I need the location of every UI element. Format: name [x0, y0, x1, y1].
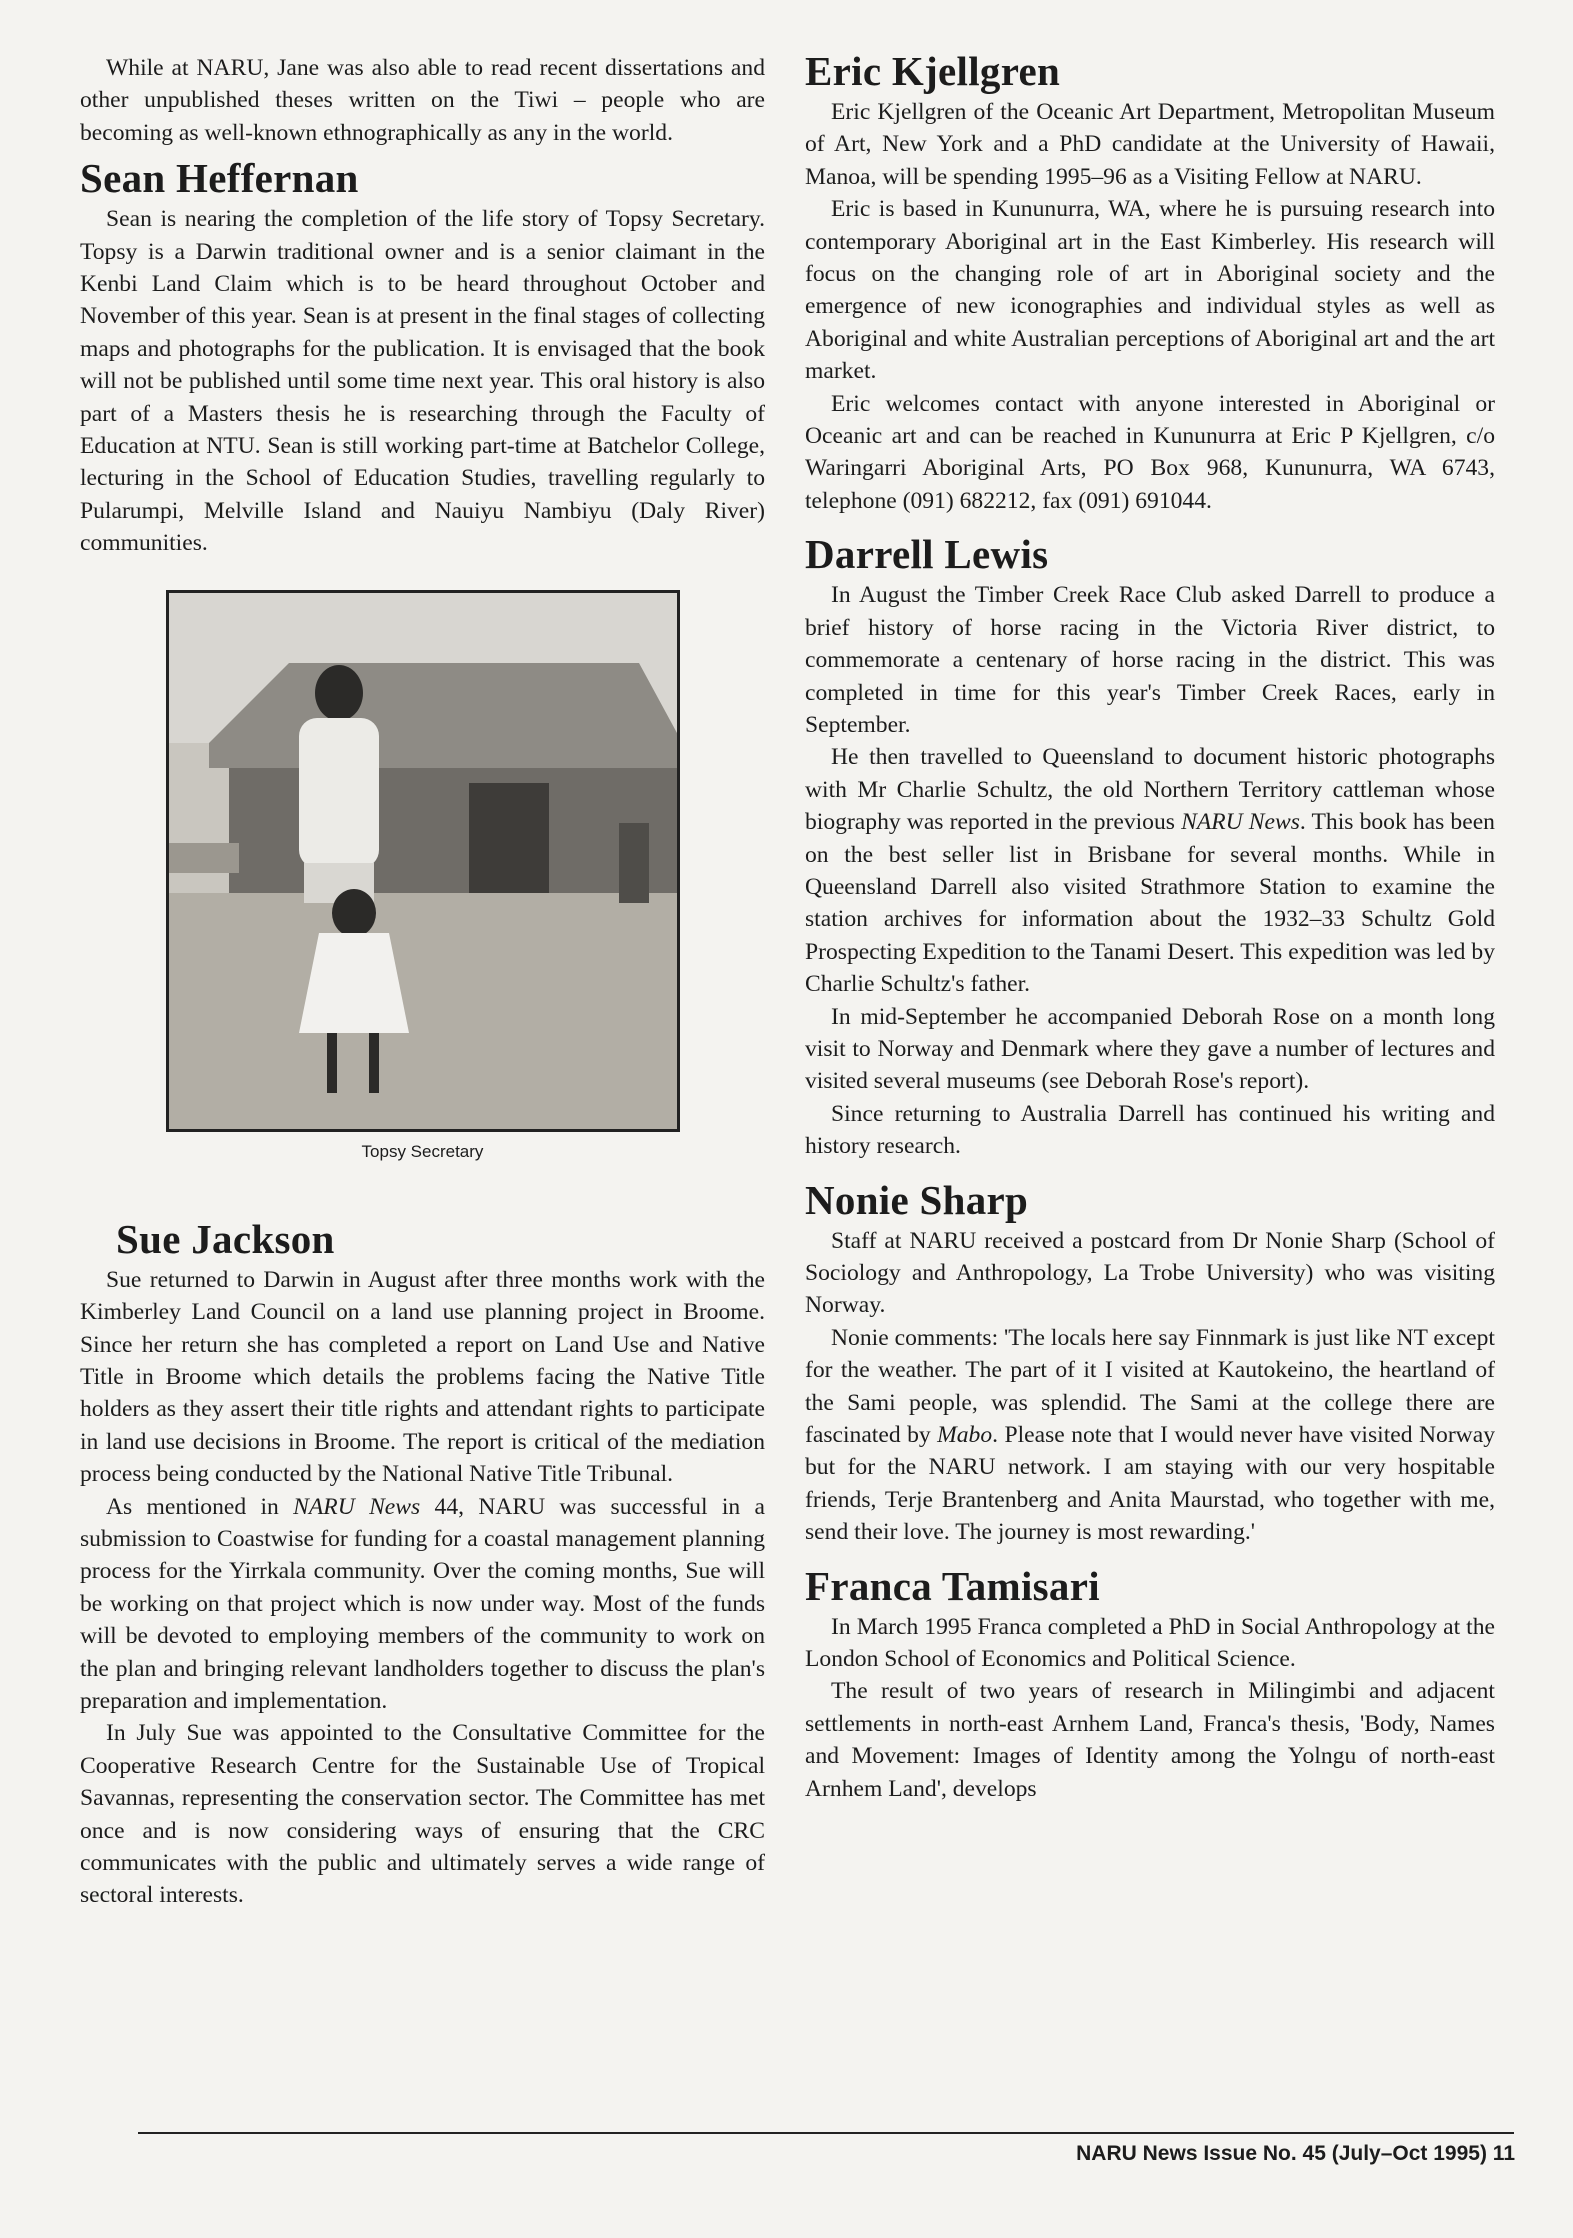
darrell-paragraph-1: In August the Timber Creek Race Club asked Darrell to produce a brief history of horse racing in the Victoria River district, to commemorate a centenary of horse racing in the district. This was completed in time for this year's Timber Creek Races, early in September.: [805, 582, 1495, 738]
heading-sean-heffernan: Sean Heffernan: [80, 155, 359, 202]
heading-darrell-lewis: Darrell Lewis: [805, 531, 1049, 578]
darrell-p2-post: . This book has been on the best seller list in Brisbane for several months. While in Queensland Darrell also visited Strathmore Station to examine the station archives for information about the 1932–33 Schultz Gold Prospecting Expedition to the Tanami Desert. This expedition was led by Charlie Schultz's father.: [805, 809, 1495, 998]
eric-paragraph-2: Eric is based in Kununurra, WA, where he is pursuing research into contemporary Aboriginal art in the East Kimberley. His research will focus on the changing role of art in Aboriginal society and the emergence of new iconographies and individual styles as well as Aboriginal and white Australian perceptions of Aboriginal art and the art market.: [805, 196, 1495, 385]
franca-paragraph-1: In March 1995 Franca completed a PhD in Social Anthropology at the London School of Economics and Political Science.: [805, 1613, 1495, 1673]
sue-paragraph-1: Sue returned to Darwin in August after three months work with the Kimberley Land Council on a land use planning project in Broome. Since her return she has completed a report on Land Use and Native Title in Broome which details the problems facing the Native Title holders as they assert their title rights and attendant rights to participate in land use decisions in Broome. The report is critical of the mediation process being conducted by the National Native Title Tribunal.: [80, 1266, 765, 1488]
heading-eric-kjellgren: Eric Kjellgren: [805, 48, 1061, 94]
sue-p2-italic: NARU News: [293, 1493, 421, 1520]
darrell-paragraph-4: Since returning to Australia Darrell has continued his writing and history research.: [805, 1100, 1495, 1160]
sue-p2-post: 44, NARU was successful in a submission to Coastwise for funding for a coastal management planning process for the Yirrkala community. Over the coming months, Sue will be working on that project which is now under way. Most of the funds will be devoted to employing members of the community to work on the plan and bringing relevant landholders together to discuss the plan's preparation and implementation.: [80, 1493, 765, 1714]
darrell-p2-italic: NARU News: [1181, 809, 1300, 836]
eric-paragraph-1: Eric Kjellgren of the Oceanic Art Department, Metropolitan Museum of Art, New York and a PhD candidate at the University of Hawaii, Manoa, will be spending 1995–96 as a Visiting Fellow at NARU.: [805, 99, 1495, 190]
nonie-p2-pre: Nonie comments: 'The locals here say Finnmark is just like NT except for the weather. The part of it I visited at Kautokeino, the heartland of the Sami people, was splendid. The Sami at the college there are fascinated by: [805, 1324, 1495, 1449]
darrell-p2-pre: He then travelled to Queensland to document historic photographs with Mr Charlie Schultz, the old Northern Territory cattleman whose biography was reported in the previous: [805, 744, 1495, 836]
heading-franca-tamisari: Franca Tamisari: [805, 1562, 1100, 1609]
darrell-paragraph-3: In mid-September he accompanied Deborah Rose on a month long visit to Norway and Denmark where they gave a number of lectures and visited several museums (see Deborah Rose's report).: [805, 1003, 1495, 1095]
sue-paragraph-3: In July Sue was appointed to the Consultative Committee for the Cooperative Research Centre for the Sustainable Use of Tropical Savannas, representing the conservation sector. The Committee has met once and is now considering ways of ensuring that the CRC communicates with the public and ultimately serves a wide range of sectoral interests.: [80, 1720, 765, 1909]
photo-caption: Topsy Secretary: [361, 1141, 484, 1161]
heading-nonie-sharp: Nonie Sharp: [805, 1176, 1029, 1223]
nonie-paragraph-1: Staff at NARU received a postcard from Dr Nonie Sharp (School of Sociology and Anthropology, La Trobe University) who was visiting Norway.: [805, 1227, 1495, 1319]
nonie-paragraph-2: [805, 1322, 1495, 1549]
nonie-p2-italic: Mabo: [937, 1422, 993, 1449]
photo-illustration: [169, 593, 677, 1129]
left-column: [80, 52, 765, 1912]
sue-p2-pre: As mentioned in: [106, 1493, 294, 1520]
franca-paragraph-2: The result of two years of research in Milingimbi and adjacent settlements in north-east Arnhem Land, Franca's thesis, 'Body, Names and Movement: Images of Identity among the Yolngu of north-east Arnhem Land', develops: [805, 1678, 1495, 1802]
photo-figure: [163, 590, 683, 1162]
sean-paragraph-1: Sean is nearing the completion of the life story of Topsy Secretary. Topsy is a Darwin traditional owner and is a senior claimant in the Kenbi Land Claim which is to be heard throughout October and November of this year. Sean is at present in the final stages of collecting maps and photographs for the publication. It is envisaged that the book will not be published until some time next year. This oral history is also part of a Masters thesis he is researching through the Faculty of Education at NTU. Sean is still working part-time at Batchelor College, lecturing in the School of Education Studies, travelling regularly to Pularumpi, Melville Island and Nauiyu Nambiyu (Daly River) communities.: [80, 206, 765, 557]
right-column: [805, 48, 1495, 1805]
topsy-secretary-photo: [166, 590, 680, 1132]
sue-paragraph-2: [80, 1491, 765, 1718]
intro-paragraph: While at NARU, Jane was also able to read recent dissertations and other unpublished theses written on the Tiwi – people who are becoming as well-known ethnographically as any in the world.: [80, 55, 765, 146]
heading-sue-jackson: Sue Jackson: [116, 1215, 335, 1262]
eric-paragraph-3: Eric welcomes contact with anyone interested in Aboriginal or Oceanic art and can be reached in Kununurra at Eric P Kjellgren, c/o Waringarri Aboriginal Arts, PO Box 968, Kununurra, WA 6743, telephone (091) 682212, fax (091) 691044.: [805, 390, 1495, 514]
darrell-paragraph-2: [805, 741, 1495, 1000]
footer-rule: [138, 2132, 1514, 2134]
nonie-p2-post: . Please note that I would never have visited Norway but for the NARU network. I am staying with our very hospitable friends, Terje Brantenberg and Anita Maurstad, who together with me, send their love. The journey is most rewarding.': [805, 1422, 1495, 1546]
page-footer: NARU News Issue No. 45 (July–Oct 1995) 11: [1076, 2142, 1515, 2165]
